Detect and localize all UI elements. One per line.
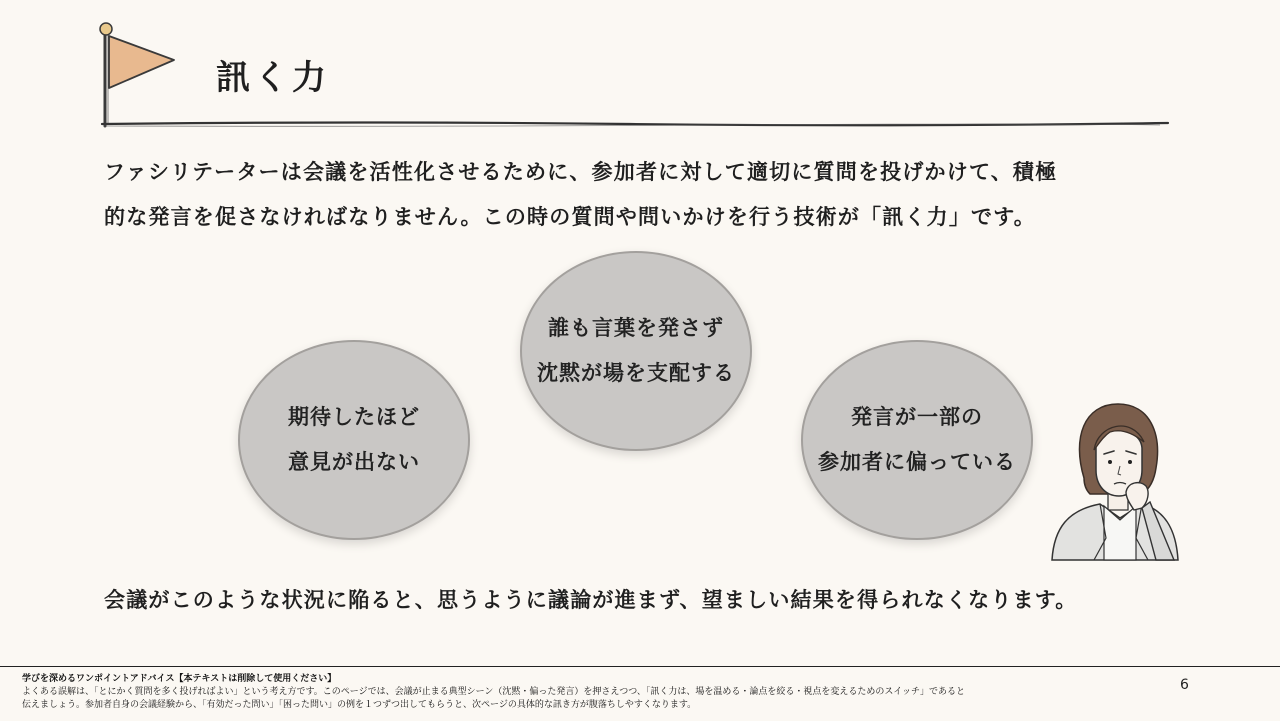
bubble-line: 発言が一部の <box>851 405 983 429</box>
notes-line: よくある誤解は、「とにかく質問を多く投げればよい」という考え方です。このページでは、会議が止まる典型シーン（沈黙・偏った発言）を押さえつつ、「訊く力は、場を温める・論点を絞る・視点を変えるためのスイッチ」であると <box>22 687 966 697</box>
problem-bubble-silence <box>520 251 752 451</box>
notes-block <box>22 673 1162 712</box>
intro-paragraph <box>104 150 1184 240</box>
bubble-line: 参加者に偏っている <box>818 450 1016 474</box>
problem-bubble-biased-speakers <box>801 340 1033 540</box>
title-underline <box>100 118 1170 130</box>
conclusion-text: 会議がこのような状況に陥ると、思うように議論が進まず、望ましい結果を得られなくなります。 <box>104 588 1078 612</box>
speaker-notes-footer <box>0 666 1280 721</box>
notes-heading: 学びを深めるワンポイントアドバイス【本テキストは削除して使用ください】 <box>22 674 337 684</box>
page-title: 訊く力 <box>216 58 330 98</box>
intro-line: ファシリテーターは会議を活性化させるために、参加者に対して適切に質問を投げかけて、積極 <box>104 160 1058 184</box>
notes-line: 伝えましょう。参加者自身の会議経験から、「有効だった問い」「困った問い」の例を１つずつ出してもらうと、次ページの具体的な訊き方が腹落ちしやすくなります。 <box>22 700 697 710</box>
worried-woman-illustration <box>1044 398 1184 562</box>
bubble-line: 期待したほど <box>288 405 420 429</box>
page-number: 6 <box>1180 677 1189 693</box>
flag-icon <box>96 20 180 130</box>
bubble-line: 意見が出ない <box>288 450 420 474</box>
bubble-line: 沈黙が場を支配する <box>537 361 735 385</box>
problem-bubble-no-opinions <box>238 340 470 540</box>
intro-line: 的な発言を促さなければなりません。この時の質問や問いかけを行う技術が「訊く力」です。 <box>104 205 1036 229</box>
bubble-line: 誰も言葉を発さず <box>548 316 724 340</box>
